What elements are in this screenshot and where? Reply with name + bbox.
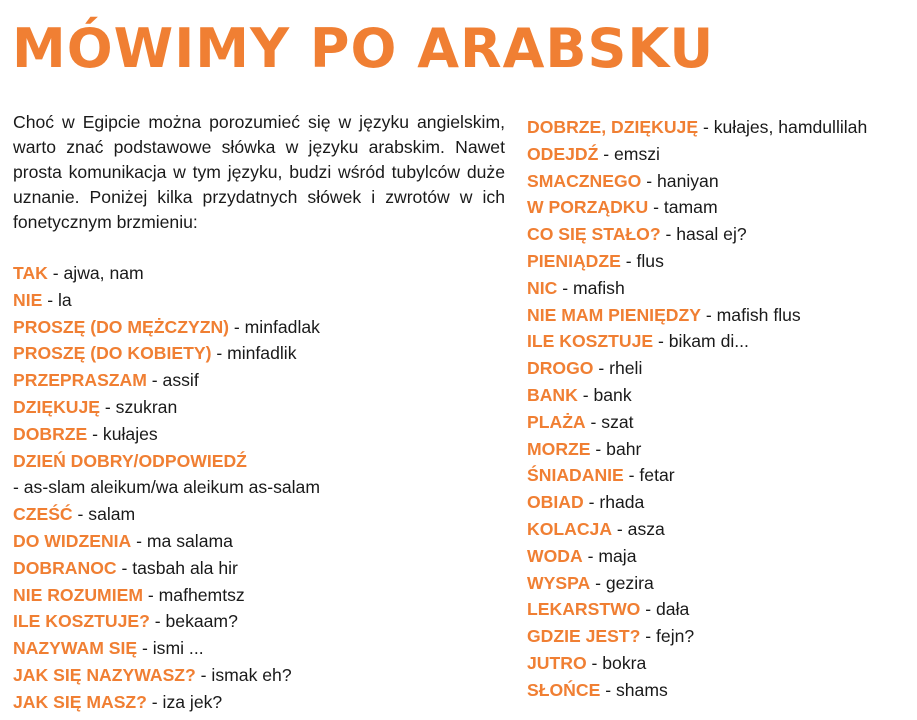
- phrase-term: ODEJDŹ: [527, 143, 599, 164]
- phrase-term: NIE ROZUMIEM: [13, 584, 143, 605]
- phrase-term: MORZE: [527, 438, 591, 459]
- phrase-entry: [13, 394, 505, 421]
- phrase-entry: [527, 596, 907, 623]
- phrase-entry: [13, 582, 505, 609]
- phrase-translation: - rhada: [583, 492, 645, 513]
- phrase-entry: [527, 543, 907, 570]
- phrase-term: PROSZĘ (DO KOBIETY): [13, 343, 212, 364]
- phrase-entry: [13, 635, 505, 662]
- phrase-term: NAZYWAM SIĘ: [13, 638, 138, 659]
- phrase-entry: [13, 528, 505, 555]
- phrase-entry: [527, 650, 907, 677]
- phrase-translation: - kułajes: [87, 423, 158, 444]
- phrase-translation: - salam: [72, 504, 136, 525]
- phrase-translation: - szat: [585, 411, 634, 432]
- phrase-entry: [527, 275, 907, 302]
- phrase-term: OBIAD: [527, 492, 584, 513]
- phrase-term: JAK SIĘ NAZYWASZ?: [13, 664, 196, 685]
- phrase-list-left: [13, 260, 505, 474]
- phrase-entry: [13, 314, 505, 341]
- phrase-term: WODA: [527, 545, 583, 566]
- phrase-translation: - asza: [612, 518, 665, 539]
- phrase-entry: [13, 421, 505, 448]
- phrase-translation: - bekaam?: [149, 611, 238, 632]
- phrase-term: DROGO: [527, 358, 594, 379]
- phrase-translation: - mafish flus: [701, 304, 801, 325]
- phrase-translation: - bokra: [586, 652, 647, 673]
- phrase-entry: [527, 409, 907, 436]
- phrase-translation: - gezira: [590, 572, 654, 593]
- phrase-entry: [527, 623, 907, 650]
- phrase-term: SŁOŃCE: [527, 679, 601, 700]
- phrase-term: W PORZĄDKU: [527, 197, 649, 218]
- phrase-translation: - assif: [146, 370, 199, 391]
- phrase-translation: - mafhemtsz: [143, 584, 245, 605]
- phrase-translation: - kułajes, hamdullilah: [698, 117, 868, 137]
- phrase-term: JAK SIĘ MASZ?: [13, 691, 147, 712]
- phrase-entry: [13, 287, 505, 314]
- phrase-entry: [527, 489, 907, 516]
- phrase-entry: [527, 168, 907, 195]
- phrase-entry: [527, 114, 907, 141]
- phrase-term: PRZEPRASZAM: [13, 370, 147, 391]
- phrase-term: DOBRZE: [13, 423, 88, 444]
- phrase-term: JUTRO: [527, 652, 587, 673]
- phrase-translation: - rheli: [593, 358, 643, 379]
- phrase-entry: [527, 516, 907, 543]
- phrase-translation: - ma salama: [131, 530, 233, 551]
- phrase-translation: - szukran: [100, 396, 178, 417]
- phrase-translation: - dała: [640, 599, 690, 620]
- phrase-entry: [13, 501, 505, 528]
- phrase-term: NIE: [13, 289, 43, 310]
- phrase-entry: [527, 677, 907, 704]
- phrase-translation: - haniyan: [641, 170, 719, 191]
- phrase-term: DO WIDZENIA: [13, 530, 132, 551]
- phrase-term: KOLACJA: [527, 518, 613, 539]
- phrase-entry: [527, 355, 907, 382]
- phrase-translation: - ajwa, nam: [47, 263, 144, 283]
- phrase-term: TAK: [13, 263, 48, 283]
- page-title: MÓWIMY PO ARABSKU: [12, 17, 715, 80]
- phrase-term: DOBRZE, DZIĘKUJĘ: [527, 117, 699, 137]
- phrase-translation: - minfadlak: [229, 316, 320, 337]
- phrase-entry: [527, 141, 907, 168]
- phrase-translation: - tasbah ala hir: [116, 557, 238, 578]
- phrase-entry: [527, 328, 907, 355]
- phrase-term: ŚNIADANIE: [527, 465, 624, 486]
- phrase-translation: - mafish: [557, 277, 625, 298]
- phrase-term: PLAŻA: [527, 411, 586, 432]
- phrase-term: BANK: [527, 384, 578, 405]
- phrase-term: PIENIĄDZE: [527, 250, 621, 271]
- phrase-term: ILE KOSZTUJE?: [13, 611, 150, 632]
- phrase-translation: - fetar: [623, 465, 675, 486]
- phrase-term: CZEŚĆ: [13, 504, 73, 525]
- phrase-translation: - maja: [582, 545, 637, 566]
- phrase-term: ILE KOSZTUJE: [527, 331, 654, 352]
- phrase-entry: [527, 248, 907, 275]
- phrase-entry: [527, 570, 907, 597]
- phrase-translation: - bahr: [590, 438, 642, 459]
- phrase-translation: - bikam di...: [653, 331, 749, 352]
- phrase-continuation: - as-slam aleikum/wa aleikum as-salam: [13, 477, 320, 498]
- left-column: [13, 110, 505, 716]
- intro-paragraph: Choć w Egipcie można porozumieć się w języku angielskim, warto znać podstawowe słówka w języku arabskim. Nawet prosta komunikacja w tym języku, budzi wśród tubylców duże uznanie. Poniżej kilka przydatnych słówek i zwrotów w ich fonetycznym brzmieniu:: [13, 112, 505, 232]
- phrase-term: NIC: [527, 277, 558, 298]
- phrase-entry: [527, 382, 907, 409]
- phrase-term: DZIĘKUJĘ: [13, 396, 101, 417]
- phrase-translation: - ismi ...: [137, 638, 204, 659]
- phrase-entry: [527, 302, 907, 329]
- phrase-term: WYSPA: [527, 572, 591, 593]
- phrase-entry: [13, 608, 505, 635]
- phrase-translation: - shams: [600, 679, 668, 700]
- phrase-translation: - la: [42, 289, 72, 310]
- phrase-term: SMACZNEGO: [527, 170, 642, 191]
- phrase-term: CO SIĘ STAŁO?: [527, 224, 661, 245]
- phrase-entry: [13, 340, 505, 367]
- phrase-translation: - iza jek?: [146, 691, 223, 712]
- phrase-entry: [13, 689, 505, 716]
- phrase-translation: - ismak eh?: [195, 664, 292, 685]
- phrase-term: DOBRANOC: [13, 557, 117, 578]
- phrase-translation: - flus: [620, 250, 664, 271]
- phrase-list-left-2: [13, 501, 505, 715]
- phrase-entry: [527, 194, 907, 221]
- phrase-entry: [13, 448, 505, 475]
- phrase-translation: - emszi: [598, 143, 660, 164]
- phrase-translation: - minfadlik: [211, 343, 297, 364]
- phrase-term: DZIEŃ DOBRY/ODPOWIEDŹ: [13, 450, 247, 471]
- phrase-entry: [527, 462, 907, 489]
- phrase-translation: - tamam: [648, 197, 718, 218]
- phrase-entry: [13, 555, 505, 582]
- phrase-entry: [527, 221, 907, 248]
- phrase-translation: - hasal ej?: [660, 224, 747, 245]
- phrase-entry: [13, 260, 505, 287]
- phrase-entry: [527, 436, 907, 463]
- phrase-term: LEKARSTWO: [527, 599, 641, 620]
- phrase-term: GDZIE JEST?: [527, 626, 641, 647]
- phrase-term: PROSZĘ (DO MĘŻCZYZN): [13, 316, 230, 337]
- phrase-translation: - fejn?: [640, 626, 695, 647]
- right-column: [527, 114, 907, 704]
- phrase-translation: - bank: [577, 384, 632, 405]
- phrase-entry: [13, 662, 505, 689]
- phrase-term: NIE MAM PIENIĘDZY: [527, 304, 701, 325]
- phrase-list-right: [527, 114, 907, 704]
- phrase-entry: [13, 367, 505, 394]
